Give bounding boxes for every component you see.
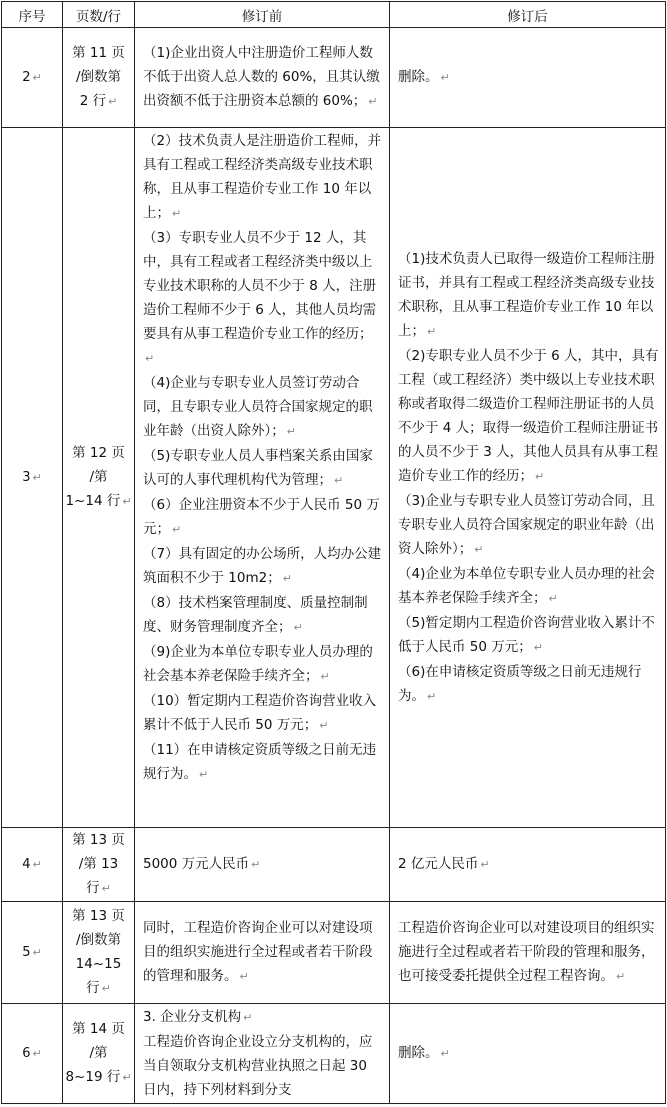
header-before: 修订前 <box>135 2 390 28</box>
row-number <box>2 128 63 828</box>
before-text: 同时，工程造价咨询企业可以对建设项目的组织实施进行全过程或者若干阶段的管理和服务。 ↵ <box>143 920 373 984</box>
after-text: 2 亿元人民币 ↵ <box>398 856 490 872</box>
row-number-text: 6 <box>22 1046 31 1061</box>
cell-after <box>390 1004 666 1104</box>
before-text: （2）技术负责人是注册造价工程师，并具有工程或工程经济类高级专业技术职称，且从事工程造价专业工作 10 年以上； ↵ <box>143 133 382 221</box>
row-number-text: 3 <box>22 470 31 485</box>
header-row <box>2 2 666 28</box>
page-ref-line: /倒数第 <box>75 69 122 85</box>
paragraph-mark-icon: ↵ <box>101 882 111 895</box>
before-text: （3）专职专业人员不少于 12 人，其中，具有工程或者工程经济类中级以上专业技术职称的人员不少于 8 人，注册造价工程师不少于 6 人，其他人员均需要具有从事工程造价专业工作的经历；↵ <box>143 230 377 365</box>
cell-before <box>135 1004 390 1104</box>
page-ref-line: /第 13 <box>78 856 119 872</box>
paragraph-mark-icon: ↵ <box>320 670 330 683</box>
row-page-ref <box>63 128 135 828</box>
after-text: 删除。 ↵ <box>398 1045 450 1061</box>
before-text: （7）具有固定的办公场所，人均办公建筑面积不少于 10m2； ↵ <box>143 546 382 586</box>
row-number <box>2 902 63 1004</box>
row-number-text: 5 <box>22 945 31 960</box>
paragraph-mark-icon: ↵ <box>548 591 558 605</box>
before-text: 3. 企业分支机构 ↵ <box>143 1009 253 1025</box>
page-ref-line: 行 ↵ <box>86 880 111 896</box>
paragraph-mark-icon: ↵ <box>533 640 543 654</box>
before-text: 工程造价咨询企业设立分支机构的，应当自领取分支机构营业执照之日起 30 日内，持下列材料到分支 <box>143 1034 373 1098</box>
paragraph-mark-icon: ↵ <box>368 95 378 108</box>
table-row <box>2 828 666 902</box>
row-page-ref <box>63 902 135 1004</box>
before-text: （9)企业为本单位专职专业人员办理的社会基本养老保险手续齐全； ↵ <box>143 644 373 684</box>
revision-table <box>1 1 666 1104</box>
paragraph-mark-icon: ↵ <box>286 425 296 438</box>
table-row <box>2 902 666 1004</box>
paragraph-mark-icon: ↵ <box>251 858 261 871</box>
paragraph-mark-icon: ↵ <box>172 207 182 220</box>
paragraph-mark-icon: ↵ <box>334 474 344 487</box>
paragraph-mark-icon: ↵ <box>122 495 132 508</box>
page-ref-line: 行 ↵ <box>86 980 111 996</box>
paragraph-mark-icon: ↵ <box>122 1071 132 1084</box>
before-text: （6）企业注册资本不少于人民币 50 万元； ↵ <box>143 497 380 537</box>
paragraph-mark-icon: ↵ <box>282 572 292 585</box>
after-text: （2)专职专业人员不少于 6 人，其中，具有工程（或工程经济）类中级以上专业技术职称或者取得二级造价工程师注册证书的人员不少于 4 人；取得一级造价工程师注册证书的人员不少于 3 人，其他人员具有从事工程造价专业工作的经历； ↵ <box>398 347 659 484</box>
after-text: 工程造价咨询企业可以对建设项目的组织实施进行全过程或者若干阶段的管理和服务，也可接受委托提供全过程工程咨询。 ↵ <box>398 920 655 984</box>
after-text: （4)企业为本单位专职专业人员办理的社会基本养老保险手续齐全； ↵ <box>398 565 655 606</box>
paragraph-mark-icon: ↵ <box>32 471 42 484</box>
before-text: （1)企业出资人中注册造价工程师人数不低于出资人总人数的 60%，且其认缴出资额不低于注册资本总额的 60%； ↵ <box>143 45 380 109</box>
page-ref-line: 第 14 页 <box>72 1021 125 1037</box>
paragraph-mark-icon: ↵ <box>145 352 155 365</box>
before-text: （4)企业与专职专业人员签订劳动合同，且专职专业人员符合国家规定的职业年龄（出资人除外）； ↵ <box>143 375 373 439</box>
paragraph-mark-icon: ↵ <box>427 324 437 338</box>
paragraph-mark-icon: ↵ <box>243 1011 253 1024</box>
page-ref-line: 第 11 页 <box>72 45 125 61</box>
paragraph-mark-icon: ↵ <box>319 719 329 732</box>
cell-before <box>135 902 390 1004</box>
paragraph-mark-icon: ↵ <box>108 95 118 108</box>
paragraph-mark-icon: ↵ <box>199 768 209 781</box>
after-text: （5)暂定期内工程造价咨询营业收入累计不低于人民币 50 万元； ↵ <box>398 614 655 655</box>
page-ref-line: /第 <box>89 1045 108 1061</box>
header-after: 修订后 <box>390 2 666 28</box>
cell-before <box>135 128 390 828</box>
after-text: （6)在申请核定资质等级之日前无违规行为。 ↵ <box>398 663 642 704</box>
paragraph-mark-icon: ↵ <box>440 1047 450 1060</box>
row-number <box>2 1004 63 1104</box>
paragraph-mark-icon: ↵ <box>239 970 249 983</box>
paragraph-mark-icon: ↵ <box>616 970 626 983</box>
cell-before <box>135 828 390 902</box>
paragraph-mark-icon: ↵ <box>32 858 42 871</box>
after-text: （1)技术负责人已取得一级造价工程师注册证书，并具有工程或工程经济类高级专业技术职称，且从事工程造价专业工作 10 年以上； ↵ <box>398 250 655 339</box>
before-text: 5000 万元人民币 ↵ <box>143 856 261 872</box>
page-ref-line: 第 13 页 <box>72 832 125 848</box>
cell-after <box>390 902 666 1004</box>
table-row <box>2 28 666 128</box>
row-number-text: 4 <box>22 857 31 872</box>
page-ref-line: 2 行 ↵ <box>79 93 118 109</box>
page-ref-line: 第 12 页 <box>72 445 125 461</box>
page-ref-line: /第 <box>89 469 108 485</box>
paragraph-mark-icon: ↵ <box>32 71 42 84</box>
header-page: 页数/行 <box>63 2 135 28</box>
page-ref-line: 1~14 行 ↵ <box>65 493 132 509</box>
paragraph-mark-icon: ↵ <box>32 946 42 959</box>
paragraph-mark-icon: ↵ <box>32 1047 42 1060</box>
cell-after <box>390 828 666 902</box>
row-page-ref <box>63 1004 135 1104</box>
after-text: 删除。 ↵ <box>398 69 450 85</box>
paragraph-mark-icon: ↵ <box>101 982 111 995</box>
before-text: （10）暂定期内工程造价咨询营业收入累计不低于人民币 50 万元； ↵ <box>143 693 377 733</box>
page-ref-line: /倒数第 <box>75 932 122 948</box>
row-number <box>2 28 63 128</box>
paragraph-mark-icon: ↵ <box>480 858 490 871</box>
paragraph-mark-icon: ↵ <box>427 689 437 703</box>
before-text: （5)专职专业人员人事档案关系由国家认可的人事代理机构代为管理； ↵ <box>143 448 373 488</box>
page-ref-line: 14~15 <box>75 956 122 972</box>
row-number-text: 2 <box>22 70 31 85</box>
before-text: （8）技术档案管理制度、质量控制制度、财务管理制度齐全； ↵ <box>143 595 368 635</box>
row-page-ref <box>63 828 135 902</box>
page-ref-line: 第 13 页 <box>72 908 125 924</box>
page-ref-line: 8~19 行 ↵ <box>65 1069 132 1085</box>
row-page-ref <box>63 28 135 128</box>
paragraph-mark-icon: ↵ <box>172 523 182 536</box>
paragraph-mark-icon: ↵ <box>293 621 303 634</box>
table-row <box>2 1004 666 1104</box>
paragraph-mark-icon: ↵ <box>535 469 545 483</box>
after-text: （3)企业与专职专业人员签订劳动合同，且专职专业人员符合国家规定的职业年龄（出资人除外）； ↵ <box>398 492 655 557</box>
cell-before <box>135 28 390 128</box>
cell-after <box>390 28 666 128</box>
row-number <box>2 828 63 902</box>
cell-after <box>390 128 666 828</box>
before-text: （11）在申请核定资质等级之日前无违规行为。 ↵ <box>143 742 377 782</box>
table-row <box>2 128 666 828</box>
header-no: 序号 <box>2 2 63 28</box>
paragraph-mark-icon: ↵ <box>440 71 450 84</box>
paragraph-mark-icon: ↵ <box>474 542 484 556</box>
